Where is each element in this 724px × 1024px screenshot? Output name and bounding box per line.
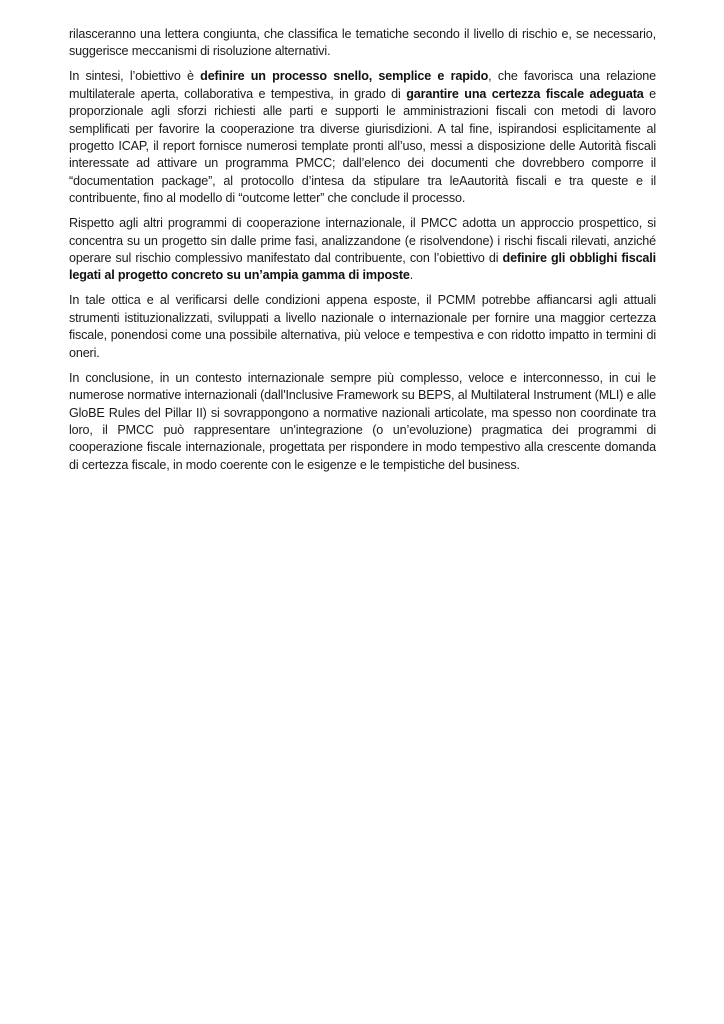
paragraph-conclusion bbox=[69, 370, 656, 474]
text-segment: rilasceranno una lettera congiunta, che classifica le tematiche secondo il livello di rischio e, se necessario, suggerisce meccanismi di risoluzione alternativi. bbox=[69, 27, 656, 59]
paragraph-summary bbox=[69, 68, 656, 207]
document-page bbox=[69, 26, 656, 482]
bold-highlight: definire un processo snello, semplice e rapido bbox=[200, 69, 489, 84]
bold-highlight: garantire una certezza fiscale adeguata bbox=[406, 86, 644, 101]
paragraph-comparison bbox=[69, 215, 656, 285]
text-segment: In sintesi, l’obiettivo è bbox=[69, 69, 201, 84]
text-segment: . bbox=[409, 268, 414, 283]
bold-highlight: definire gli obblighi fiscali legati al progetto concreto su un’ampia gamma di imposte bbox=[69, 251, 656, 283]
paragraph-perspective bbox=[69, 292, 656, 362]
paragraph-risk-letter bbox=[69, 26, 656, 61]
text-segment: e proporzionale agli sforzi richiesti alle parti e supporti le amministrazioni fiscali con metodi di lavoro semplificati per favorire la cooperazione tra diverse giurisdizioni. A tal fine, ispirandosi esplicitamente al progetto ICAP, il report fornisce numerosi template pronti all’uso, messi a disposizione delle Autorità fiscali interessate ad attivare un programma PMCC; dall’elenco dei documenti che dovrebbero comporre il “documentation package”, al protocollo d’intesa da stipulare tra leAautorità fiscali e tra queste e il contribuente, fino al modello di “outcome letter” che conclude il processo. bbox=[69, 86, 656, 206]
text-segment: , che favorisca una relazione multilaterale aperta, collaborativa e tempestiva, in grado di bbox=[69, 69, 656, 101]
text-segment: In conclusione, in un contesto internazionale sempre più complesso, veloce e interconnesso, in cui le numerose normative internazionali (dall'Inclusive Framework su BEPS, al Multilateral Instrument (MLI) e alle GloBE Rules del Pillar II) si sovrappongono a normative nazionali articolate, ma spesso non coordinate tra loro, il PMCC può rappresentare un'integrazione (o un’evoluzione) pragmatica dei programmi di cooperazione fiscale internazionale, progettata per rispondere in modo tempestivo alla crescente domanda di certezza fiscale, in modo coerente con le esigenze e le tempistiche del business. bbox=[69, 370, 656, 472]
text-segment: Rispetto agli altri programmi di cooperazione internazionale, il PMCC adotta un approccio prospettico, si concentra su un progetto sin dalle prime fasi, analizzandone (e risolvendone) i rischi fiscali rilevati, anziché operare sul rischio complessivo manifestato dal contribuente, con l’obiettivo di bbox=[69, 216, 656, 266]
text-segment: In tale ottica e al verificarsi delle condizioni appena esposte, il PCMM potrebbe affiancarsi agli attuali strumenti istituzionalizzati, sviluppati a livello nazionale o internazionale per fornire una maggior certezza fiscale, ponendosi come una possibile alternativa, più veloce e tempestiva e con ridotto impatto in termini di oneri. bbox=[69, 293, 656, 360]
